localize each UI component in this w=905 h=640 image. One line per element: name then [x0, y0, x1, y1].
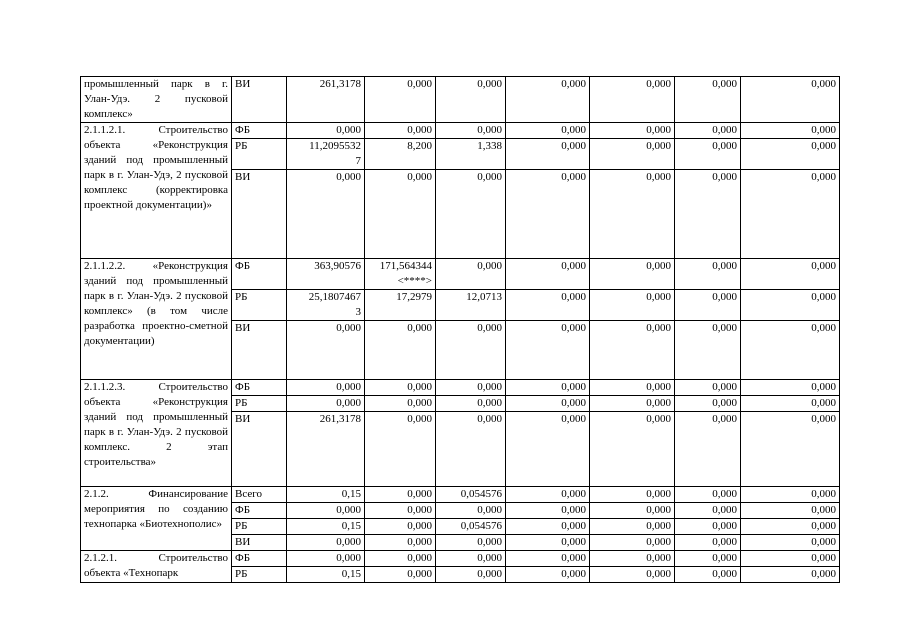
- amount-cell: 0,000: [741, 567, 840, 583]
- amount-cell: 0,000: [506, 259, 590, 290]
- amount-cell: 0,000: [287, 535, 365, 551]
- amount-cell: 0,000: [436, 535, 506, 551]
- amount-cell: 0,000: [741, 535, 840, 551]
- amount-cell: 0,000: [287, 170, 365, 259]
- funding-source: РБ: [232, 519, 287, 535]
- amount-cell: 0,000: [675, 412, 741, 487]
- amount-cell: 0,000: [506, 551, 590, 567]
- amount-cell: 0,000: [436, 412, 506, 487]
- measure-description: 2.1.1.2.2. «Реконструкция зданий под промышленный парк в г. Улан-Удэ. 2 пусковой комплекс» (в том числе разработка проектно-сметной документации): [81, 259, 232, 380]
- amount-cell: 0,000: [287, 321, 365, 380]
- funding-source: РБ: [232, 567, 287, 583]
- amount-cell: 0,000: [675, 567, 741, 583]
- amount-cell: 0,000: [365, 503, 436, 519]
- amount-cell: 0,000: [506, 396, 590, 412]
- amount-cell: 0,000: [506, 503, 590, 519]
- amount-cell: 0,000: [675, 535, 741, 551]
- amount-cell: 0,000: [436, 321, 506, 380]
- amount-cell: 0,000: [436, 503, 506, 519]
- amount-cell: 0,000: [365, 170, 436, 259]
- amount-cell: 0,000: [506, 535, 590, 551]
- funding-source: РБ: [232, 139, 287, 170]
- amount-cell: 0,000: [590, 259, 675, 290]
- amount-cell: 0,000: [741, 123, 840, 139]
- amount-cell: 0,054576: [436, 487, 506, 503]
- table-row: [81, 551, 840, 567]
- measure-description: промышленный парк в г. Улан-Удэ. 2 пусковой комплекс»: [81, 77, 232, 123]
- amount-cell: 363,90576: [287, 259, 365, 290]
- amount-cell: 0,000: [365, 551, 436, 567]
- amount-cell: 0,000: [506, 567, 590, 583]
- funding-source: ФБ: [232, 503, 287, 519]
- funding-source: РБ: [232, 290, 287, 321]
- amount-cell: 0,000: [590, 551, 675, 567]
- amount-cell: 0,000: [741, 77, 840, 123]
- amount-cell: 0,000: [365, 396, 436, 412]
- amount-cell: 0,000: [590, 412, 675, 487]
- amount-cell: 0,000: [675, 139, 741, 170]
- amount-cell: 0,000: [741, 487, 840, 503]
- amount-cell: 0,000: [590, 123, 675, 139]
- amount-cell: 0,000: [741, 412, 840, 487]
- amount-cell: 0,000: [741, 170, 840, 259]
- amount-cell: 0,000: [590, 77, 675, 123]
- amount-cell: 0,000: [675, 290, 741, 321]
- amount-cell: 0,000: [365, 412, 436, 487]
- amount-cell: 0,000: [590, 380, 675, 396]
- amount-cell: 0,000: [675, 396, 741, 412]
- amount-cell: 0,000: [675, 321, 741, 380]
- amount-cell: 0,15: [287, 519, 365, 535]
- amount-cell: 0,000: [590, 567, 675, 583]
- amount-cell: 0,000: [506, 170, 590, 259]
- amount-cell: 0,000: [506, 380, 590, 396]
- measure-description: 2.1.1.2.1. Строительство объекта «Реконструкция зданий под промышленный парк в г. Улан-Удэ, 2 пусковой комплекс (корректировка проектной документации)»: [81, 123, 232, 259]
- amount-cell: 0,000: [675, 170, 741, 259]
- table-row: [81, 487, 840, 503]
- amount-cell: 25,1807467 3: [287, 290, 365, 321]
- amount-cell: 0,000: [506, 123, 590, 139]
- amount-cell: 0,000: [590, 170, 675, 259]
- amount-cell: 8,200: [365, 139, 436, 170]
- amount-cell: 1,338: [436, 139, 506, 170]
- amount-cell: 0,000: [436, 170, 506, 259]
- funding-source: ВИ: [232, 535, 287, 551]
- funding-source: ВИ: [232, 77, 287, 123]
- amount-cell: 0,000: [436, 77, 506, 123]
- amount-cell: 261,3178: [287, 77, 365, 123]
- amount-cell: 0,000: [365, 77, 436, 123]
- amount-cell: 0,000: [365, 487, 436, 503]
- amount-cell: 171,564344 <****>: [365, 259, 436, 290]
- amount-cell: 0,000: [590, 487, 675, 503]
- amount-cell: 0,000: [675, 551, 741, 567]
- funding-table: [80, 76, 840, 583]
- amount-cell: 0,000: [287, 396, 365, 412]
- amount-cell: 0,000: [590, 139, 675, 170]
- amount-cell: 0,000: [675, 519, 741, 535]
- amount-cell: 0,000: [590, 535, 675, 551]
- amount-cell: 0,000: [436, 123, 506, 139]
- funding-source: ВИ: [232, 321, 287, 380]
- table-row: [81, 123, 840, 139]
- measure-description: 2.1.2. Финансирование мероприятия по созданию технопарка «Биотехнополис»: [81, 487, 232, 551]
- amount-cell: 0,000: [287, 503, 365, 519]
- amount-cell: 0,000: [741, 551, 840, 567]
- amount-cell: 0,000: [506, 139, 590, 170]
- amount-cell: 0,15: [287, 487, 365, 503]
- funding-source: ФБ: [232, 123, 287, 139]
- table-row: [81, 380, 840, 396]
- amount-cell: 261,3178: [287, 412, 365, 487]
- amount-cell: 0,000: [590, 503, 675, 519]
- amount-cell: 0,000: [365, 123, 436, 139]
- table-row: [81, 77, 840, 123]
- amount-cell: 0,000: [675, 259, 741, 290]
- amount-cell: 0,000: [590, 396, 675, 412]
- amount-cell: 0,000: [741, 290, 840, 321]
- amount-cell: 0,000: [287, 123, 365, 139]
- amount-cell: 0,000: [741, 503, 840, 519]
- amount-cell: 0,000: [506, 290, 590, 321]
- amount-cell: 0,000: [506, 412, 590, 487]
- amount-cell: 0,000: [436, 259, 506, 290]
- amount-cell: 0,000: [365, 380, 436, 396]
- amount-cell: 0,000: [590, 321, 675, 380]
- funding-source: ФБ: [232, 259, 287, 290]
- amount-cell: 0,000: [675, 77, 741, 123]
- amount-cell: 0,000: [365, 567, 436, 583]
- amount-cell: 0,000: [436, 396, 506, 412]
- amount-cell: 0,000: [365, 535, 436, 551]
- amount-cell: 0,000: [741, 380, 840, 396]
- amount-cell: 0,000: [506, 77, 590, 123]
- amount-cell: 0,000: [506, 487, 590, 503]
- amount-cell: 12,0713: [436, 290, 506, 321]
- amount-cell: 0,000: [436, 380, 506, 396]
- amount-cell: 0,000: [506, 321, 590, 380]
- amount-cell: 0,000: [365, 321, 436, 380]
- amount-cell: 0,000: [287, 380, 365, 396]
- amount-cell: 0,000: [741, 259, 840, 290]
- amount-cell: 0,000: [436, 551, 506, 567]
- funding-source: Всего: [232, 487, 287, 503]
- amount-cell: 0,000: [675, 123, 741, 139]
- funding-source: ВИ: [232, 170, 287, 259]
- amount-cell: 0,000: [741, 139, 840, 170]
- measure-description: 2.1.2.1. Строительство объекта «Технопарк: [81, 551, 232, 583]
- amount-cell: 0,000: [287, 551, 365, 567]
- amount-cell: 0,000: [675, 503, 741, 519]
- amount-cell: 0,000: [741, 321, 840, 380]
- amount-cell: 0,000: [675, 487, 741, 503]
- amount-cell: 17,2979: [365, 290, 436, 321]
- funding-source: ФБ: [232, 551, 287, 567]
- amount-cell: 0,000: [675, 380, 741, 396]
- amount-cell: 11,2095532 7: [287, 139, 365, 170]
- measure-description: 2.1.1.2.3. Строительство объекта «Реконструкция зданий под промышленный парк в г. Улан-Удэ. 2 пусковой комплекс. 2 этап строительства»: [81, 380, 232, 487]
- amount-cell: 0,000: [590, 290, 675, 321]
- funding-source: ВИ: [232, 412, 287, 487]
- amount-cell: 0,000: [506, 519, 590, 535]
- amount-cell: 0,000: [436, 567, 506, 583]
- amount-cell: 0,000: [741, 519, 840, 535]
- table-row: [81, 259, 840, 290]
- amount-cell: 0,000: [590, 519, 675, 535]
- funding-source: ФБ: [232, 380, 287, 396]
- amount-cell: 0,000: [365, 519, 436, 535]
- amount-cell: 0,15: [287, 567, 365, 583]
- amount-cell: 0,054576: [436, 519, 506, 535]
- funding-source: РБ: [232, 396, 287, 412]
- amount-cell: 0,000: [741, 396, 840, 412]
